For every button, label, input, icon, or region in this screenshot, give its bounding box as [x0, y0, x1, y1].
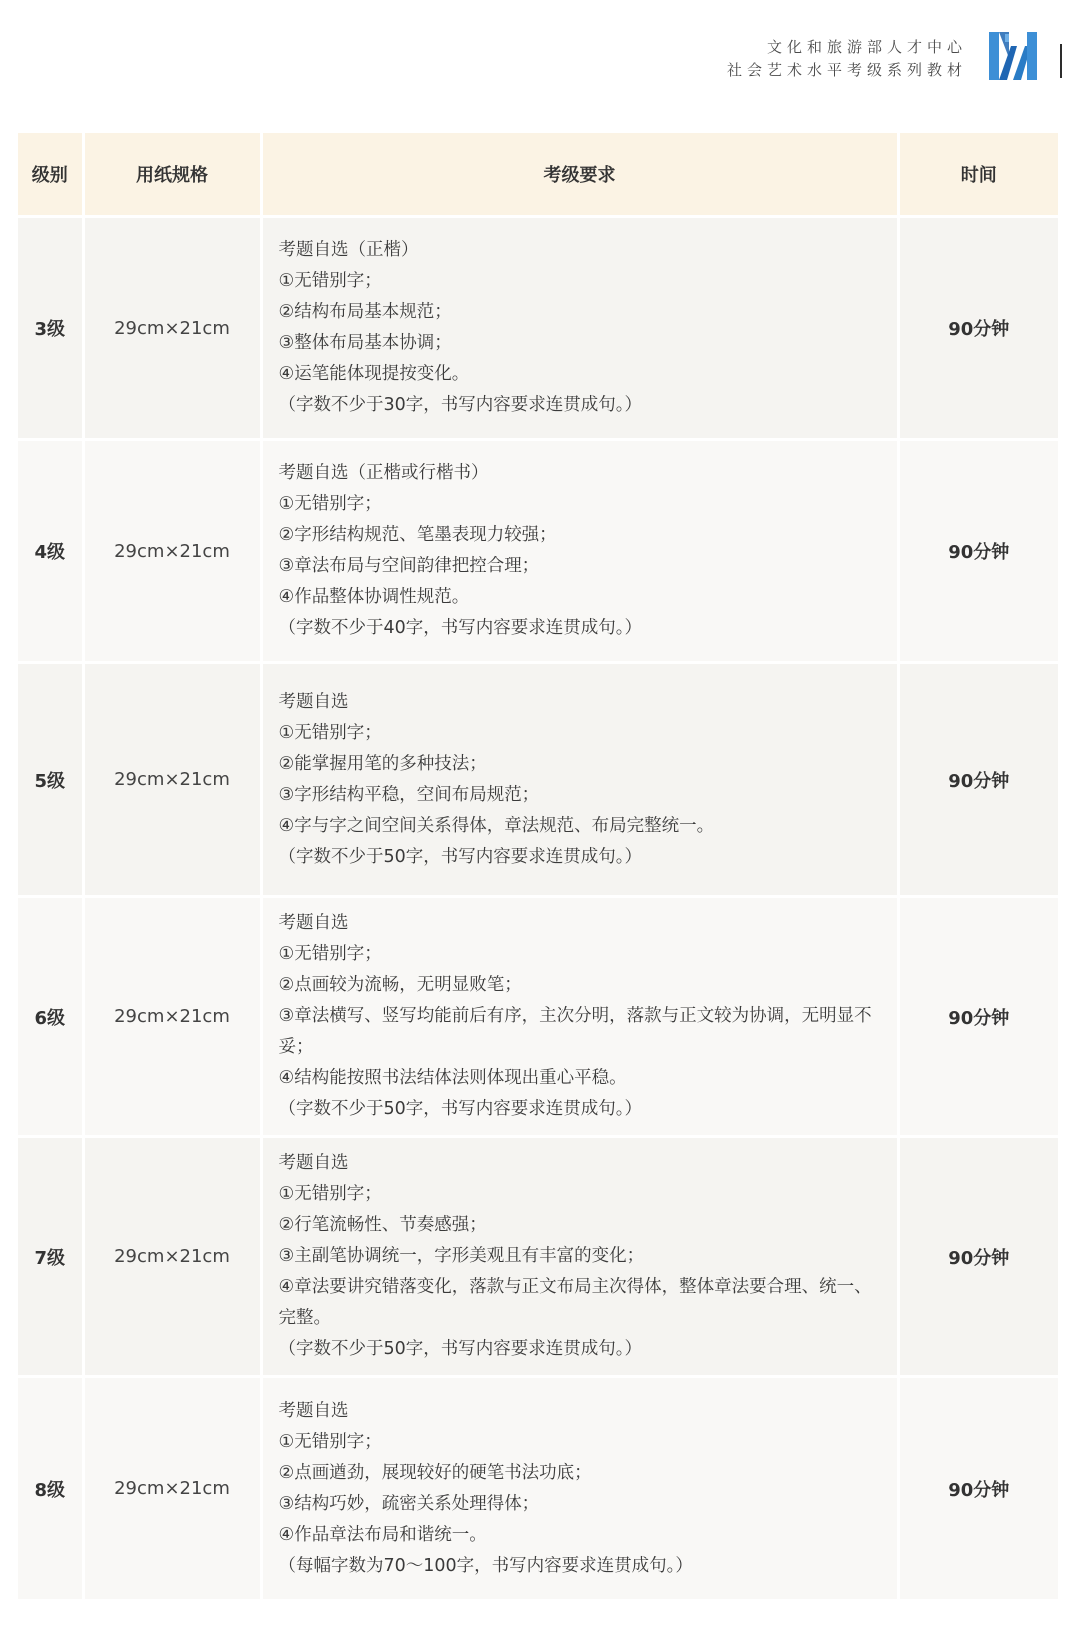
requirement-line: ③主副笔协调统一，字形美观且有丰富的变化；	[278, 1246, 645, 1266]
table-header-row	[18, 133, 1058, 217]
cell-time: 90分钟	[898, 1137, 1058, 1377]
cell-level: 8级	[18, 1377, 83, 1601]
requirement-line: ②字形结构规范、笔墨表现力较强；	[278, 525, 557, 545]
cell-level: 6级	[18, 897, 83, 1137]
cell-level: 7级	[18, 1137, 83, 1377]
cell-level: 4级	[18, 440, 83, 663]
header-requirements: 考级要求	[261, 133, 898, 217]
requirement-line: ②点画较为流畅，无明显败笔；	[278, 975, 522, 995]
cell-requirements	[261, 663, 898, 897]
requirement-line: 考题自选（正楷）	[278, 240, 419, 260]
header-paper: 用纸规格	[83, 133, 261, 217]
requirement-line: ③章法布局与空间韵律把控合理；	[278, 556, 540, 576]
org-name	[727, 36, 967, 82]
logo-divider	[1060, 44, 1062, 78]
cell-paper: 29cm×21cm	[83, 1377, 261, 1601]
requirement-line: （字数不少于50字，书写内容要求连贯成句。）	[278, 846, 643, 867]
requirement-line: ③结构巧妙，疏密关系处理得体；	[278, 1493, 540, 1514]
table-row	[18, 1137, 1058, 1377]
requirement-line: ①无错别字；	[278, 271, 382, 291]
requirement-line: ④结构能按照书法结体法则体现出重心平稳。	[278, 1068, 627, 1088]
requirement-line: （字数不少于30字，书写内容要求连贯成句。）	[278, 395, 643, 415]
requirement-line: （字数不少于50字，书写内容要求连贯成句。）	[278, 1099, 643, 1119]
requirement-line: ①无错别字；	[278, 494, 382, 514]
requirement-line: ②能掌握用笔的多种技法；	[278, 753, 487, 774]
cell-requirements	[261, 1377, 898, 1601]
exam-requirements-table	[18, 133, 1058, 1602]
requirement-line: ②行笔流畅性、节奏感强；	[278, 1215, 487, 1235]
table-row	[18, 897, 1058, 1137]
cell-level: 3级	[18, 217, 83, 440]
requirement-line: ③整体布局基本协调；	[278, 333, 452, 353]
requirement-line: ②点画遒劲，展现较好的硬笔书法功底；	[278, 1462, 592, 1483]
requirement-line: ②结构布局基本规范；	[278, 302, 452, 322]
cell-requirements	[261, 217, 898, 440]
requirement-line: ④章法要讲究错落变化，落款与正文布局主次得体，整体章法要合理、统一、完整。	[278, 1277, 872, 1328]
cell-paper: 29cm×21cm	[83, 217, 261, 440]
requirement-line: ①无错别字；	[278, 722, 382, 743]
cell-requirements	[261, 440, 898, 663]
cell-time: 90分钟	[898, 663, 1058, 897]
logo-icon	[983, 28, 1041, 84]
requirement-line: ③字形结构平稳，空间布局规范；	[278, 784, 540, 805]
requirement-line: ③章法横写、竖写均能前后有序，主次分明，落款与正文较为协调，无明显不妥；	[278, 1006, 872, 1057]
table-row	[18, 440, 1058, 663]
requirement-line: ①无错别字；	[278, 944, 382, 964]
requirement-line: 考题自选（正楷或行楷书）	[278, 463, 489, 483]
table-row	[18, 663, 1058, 897]
header-level: 级别	[18, 133, 83, 217]
cell-paper: 29cm×21cm	[83, 897, 261, 1137]
requirement-line: 考题自选	[278, 1153, 349, 1173]
requirement-line: 考题自选	[278, 913, 349, 933]
table-row	[18, 217, 1058, 440]
cell-paper: 29cm×21cm	[83, 1137, 261, 1377]
page-header	[0, 0, 1080, 120]
requirement-line: 考题自选	[278, 691, 349, 712]
cell-time: 90分钟	[898, 217, 1058, 440]
header-time: 时间	[898, 133, 1058, 217]
requirement-line: ①无错别字；	[278, 1184, 382, 1204]
requirement-line: ④字与字之间空间关系得体，章法规范、布局完整统一。	[278, 815, 715, 836]
org-line-1: 文化和旅游部人才中心	[766, 38, 967, 56]
cell-time: 90分钟	[898, 440, 1058, 663]
table-row	[18, 1377, 1058, 1601]
cell-requirements	[261, 897, 898, 1137]
cell-time: 90分钟	[898, 897, 1058, 1137]
cell-paper: 29cm×21cm	[83, 663, 261, 897]
requirement-line: （字数不少于50字，书写内容要求连贯成句。）	[278, 1339, 643, 1359]
requirement-line: （字数不少于40字，书写内容要求连贯成句。）	[278, 618, 643, 638]
requirement-line: ④作品整体协调性规范。	[278, 587, 470, 607]
cell-level: 5级	[18, 663, 83, 897]
requirement-line: ①无错别字；	[278, 1431, 382, 1452]
org-line-2: 社会艺术水平考级系列教材	[726, 61, 967, 79]
cell-paper: 29cm×21cm	[83, 440, 261, 663]
requirement-line: ④作品章法布局和谐统一。	[278, 1524, 487, 1545]
requirement-line: 考题自选	[278, 1400, 349, 1421]
cell-requirements	[261, 1137, 898, 1377]
requirement-line: ④运笔能体现提按变化。	[278, 364, 470, 384]
cell-time: 90分钟	[898, 1377, 1058, 1601]
requirement-line: （每幅字数为70～100字，书写内容要求连贯成句。）	[278, 1555, 693, 1576]
